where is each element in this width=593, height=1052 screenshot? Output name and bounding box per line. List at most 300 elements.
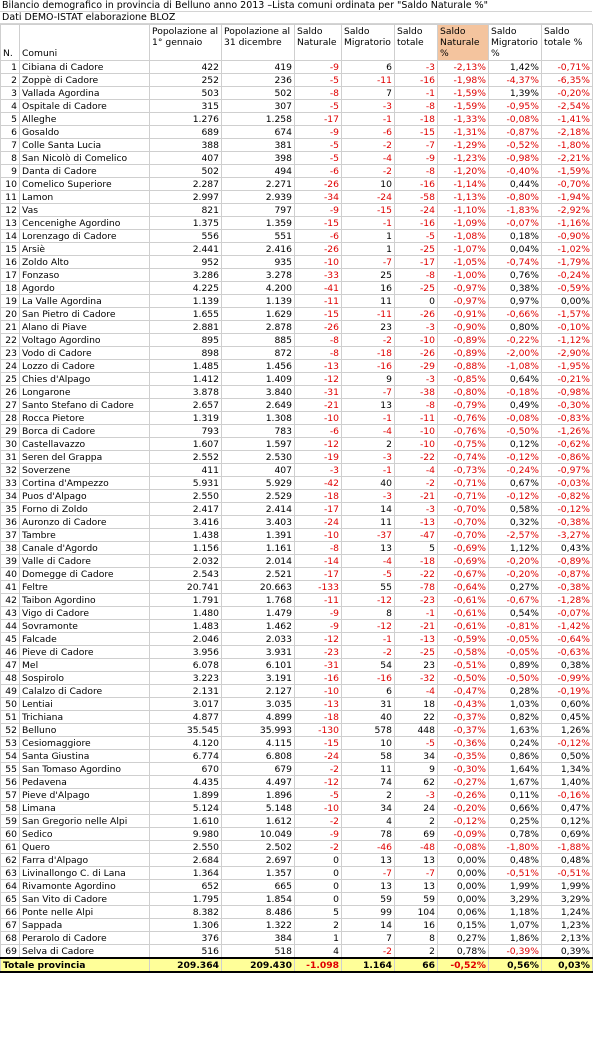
cell-index: 23	[1, 347, 20, 360]
cell-comune: Taibon Agordino	[20, 594, 150, 607]
cell-saldo-migratorio: 10	[342, 178, 395, 191]
cell-pop-start: 9.980	[150, 828, 222, 841]
cell-comune: Danta di Cadore	[20, 165, 150, 178]
table-row	[1, 100, 593, 113]
cell-saldo-totale-pct: -2,18%	[542, 126, 593, 139]
cell-pop-start: 35.545	[150, 724, 222, 737]
table-row	[1, 932, 593, 945]
cell-pop-end: 2.416	[222, 243, 295, 256]
cell-pop-end: 4.899	[222, 711, 295, 724]
table-body	[1, 61, 593, 959]
cell-saldo-naturale-pct: -0,97%	[438, 282, 489, 295]
cell-pop-end: 2.521	[222, 568, 295, 581]
cell-pop-end: 502	[222, 87, 295, 100]
cell-index: 43	[1, 607, 20, 620]
cell-comune: Gosaldo	[20, 126, 150, 139]
cell-saldo-totale: -58	[395, 191, 438, 204]
table-row	[1, 139, 593, 152]
cell-pop-end: 1.359	[222, 217, 295, 230]
cell-pop-end: 935	[222, 256, 295, 269]
cell-comune: Vigo di Cadore	[20, 607, 150, 620]
cell-saldo-totale-pct: -0,86%	[542, 451, 593, 464]
cell-pop-start: 2.046	[150, 633, 222, 646]
table-row	[1, 347, 593, 360]
cell-saldo-migratorio: 6	[342, 61, 395, 74]
cell-saldo-naturale: -11	[295, 594, 342, 607]
table-row	[1, 633, 593, 646]
table-row	[1, 217, 593, 230]
cell-saldo-naturale: -41	[295, 282, 342, 295]
cell-saldo-migratorio-pct: 1,12%	[489, 542, 542, 555]
cell-saldo-naturale: -9	[295, 620, 342, 633]
cell-saldo-totale: -5	[395, 230, 438, 243]
table-row	[1, 685, 593, 698]
cell-saldo-naturale-pct: -0,37%	[438, 711, 489, 724]
cell-pop-start: 1.438	[150, 529, 222, 542]
table-row	[1, 893, 593, 906]
cell-saldo-migratorio-pct: -0,80%	[489, 191, 542, 204]
cell-saldo-migratorio-pct: -0,12%	[489, 490, 542, 503]
cell-saldo-totale-pct: -2,92%	[542, 204, 593, 217]
cell-saldo-totale: -32	[395, 672, 438, 685]
table-row	[1, 230, 593, 243]
cell-saldo-naturale: -18	[295, 490, 342, 503]
cell-pop-end: 4.497	[222, 776, 295, 789]
cell-index: 22	[1, 334, 20, 347]
cell-saldo-migratorio: -2	[342, 646, 395, 659]
cell-saldo-naturale: -13	[295, 360, 342, 373]
cell-saldo-totale: 8	[395, 932, 438, 945]
cell-saldo-totale: 22	[395, 711, 438, 724]
cell-pop-end: 2.502	[222, 841, 295, 854]
cell-saldo-totale: -23	[395, 594, 438, 607]
cell-comune: Cencenighe Agordino	[20, 217, 150, 230]
table-row	[1, 503, 593, 516]
cell-pop-end: 665	[222, 880, 295, 893]
cell-comune: Comelico Superiore	[20, 178, 150, 191]
cell-saldo-migratorio-pct: 0,44%	[489, 178, 542, 191]
cell-pop-start: 2.657	[150, 399, 222, 412]
col-header-saldo-migratorio-pct: Saldo Migratorio %	[489, 25, 542, 61]
cell-index: 30	[1, 438, 20, 451]
cell-pop-end: 797	[222, 204, 295, 217]
table-row	[1, 789, 593, 802]
cell-pop-start: 1.791	[150, 594, 222, 607]
cell-saldo-totale: -1	[395, 87, 438, 100]
cell-saldo-migratorio: 2	[342, 438, 395, 451]
cell-comune: Fonzaso	[20, 269, 150, 282]
cell-comune: Voltago Agordino	[20, 334, 150, 347]
cell-saldo-naturale: -17	[295, 568, 342, 581]
table-row	[1, 308, 593, 321]
cell-index: 35	[1, 503, 20, 516]
cell-index: 7	[1, 139, 20, 152]
cell-pop-end: 2.649	[222, 399, 295, 412]
cell-pop-start: 1.480	[150, 607, 222, 620]
cell-comune: Domegge di Cadore	[20, 568, 150, 581]
cell-index: 17	[1, 269, 20, 282]
cell-saldo-naturale-pct: -0,89%	[438, 334, 489, 347]
cell-saldo-migratorio-pct: -0,22%	[489, 334, 542, 347]
cell-saldo-totale: -11	[395, 412, 438, 425]
cell-comune: Pieve di Cadore	[20, 646, 150, 659]
cell-comune: Agordo	[20, 282, 150, 295]
cell-index: 65	[1, 893, 20, 906]
cell-saldo-migratorio: 40	[342, 477, 395, 490]
cell-pop-start: 2.417	[150, 503, 222, 516]
cell-comune: Livinallongo C. di Lana	[20, 867, 150, 880]
cell-saldo-migratorio: -1	[342, 464, 395, 477]
table-row	[1, 594, 593, 607]
cell-comune: Castellavazzo	[20, 438, 150, 451]
cell-saldo-naturale-pct: -0,30%	[438, 763, 489, 776]
cell-saldo-migratorio-pct: -0,67%	[489, 594, 542, 607]
cell-saldo-naturale-pct: -2,13%	[438, 61, 489, 74]
col-header-saldo-migratorio: Saldo Migratorio	[342, 25, 395, 61]
cell-saldo-migratorio-pct: 0,18%	[489, 230, 542, 243]
cell-saldo-naturale: -5	[295, 139, 342, 152]
cell-saldo-migratorio: 16	[342, 282, 395, 295]
cell-saldo-migratorio-pct: 0,97%	[489, 295, 542, 308]
cell-saldo-migratorio-pct: 0,82%	[489, 711, 542, 724]
cell-saldo-migratorio-pct: -0,20%	[489, 555, 542, 568]
cell-saldo-totale: -18	[395, 555, 438, 568]
cell-saldo-migratorio: -16	[342, 360, 395, 373]
cell-pop-end: 1.768	[222, 594, 295, 607]
cell-saldo-naturale-pct: -1,05%	[438, 256, 489, 269]
cell-saldo-naturale-pct: 0,00%	[438, 854, 489, 867]
cell-pop-start: 516	[150, 945, 222, 959]
table-row	[1, 516, 593, 529]
cell-saldo-totale: 0	[395, 295, 438, 308]
cell-pop-start: 1.655	[150, 308, 222, 321]
cell-index: 38	[1, 542, 20, 555]
table-row	[1, 399, 593, 412]
table-row	[1, 737, 593, 750]
cell-saldo-naturale: -5	[295, 100, 342, 113]
cell-pop-start: 6.774	[150, 750, 222, 763]
total-saldo-totale: 66	[395, 958, 438, 972]
cell-index: 55	[1, 763, 20, 776]
cell-index: 26	[1, 386, 20, 399]
cell-saldo-totale: -26	[395, 308, 438, 321]
cell-saldo-totale: -4	[395, 685, 438, 698]
cell-saldo-naturale-pct: -0,90%	[438, 321, 489, 334]
cell-saldo-migratorio: 99	[342, 906, 395, 919]
cell-pop-start: 952	[150, 256, 222, 269]
cell-saldo-totale-pct: -1,28%	[542, 594, 593, 607]
cell-saldo-totale-pct: -0,62%	[542, 438, 593, 451]
cell-saldo-migratorio: -24	[342, 191, 395, 204]
cell-saldo-totale: -47	[395, 529, 438, 542]
cell-saldo-migratorio: -7	[342, 386, 395, 399]
cell-saldo-totale-pct: 0,00%	[542, 295, 593, 308]
cell-saldo-totale: 104	[395, 906, 438, 919]
cell-saldo-migratorio-pct: 1,86%	[489, 932, 542, 945]
cell-saldo-totale-pct: -1,16%	[542, 217, 593, 230]
cell-comune: Arsiè	[20, 243, 150, 256]
table-row	[1, 542, 593, 555]
cell-saldo-naturale-pct: -0,89%	[438, 347, 489, 360]
cell-saldo-naturale: -9	[295, 126, 342, 139]
cell-index: 59	[1, 815, 20, 828]
cell-index: 56	[1, 776, 20, 789]
cell-comune: San Gregorio nelle Alpi	[20, 815, 150, 828]
col-header-comuni: Comuni	[20, 25, 150, 61]
cell-comune: Calalzo di Cadore	[20, 685, 150, 698]
table-row	[1, 750, 593, 763]
cell-saldo-naturale-pct: -0,59%	[438, 633, 489, 646]
cell-pop-end: 1.139	[222, 295, 295, 308]
cell-saldo-naturale: -12	[295, 776, 342, 789]
cell-saldo-totale: 9	[395, 763, 438, 776]
cell-saldo-naturale-pct: -1,59%	[438, 87, 489, 100]
cell-saldo-totale: -7	[395, 139, 438, 152]
cell-pop-start: 2.550	[150, 841, 222, 854]
cell-pop-end: 2.127	[222, 685, 295, 698]
cell-saldo-migratorio-pct: 1,64%	[489, 763, 542, 776]
cell-saldo-totale: -3	[395, 61, 438, 74]
cell-comune: Falcade	[20, 633, 150, 646]
cell-pop-end: 1.409	[222, 373, 295, 386]
cell-index: 68	[1, 932, 20, 945]
cell-comune: Canale d'Agordo	[20, 542, 150, 555]
cell-saldo-naturale: -18	[295, 711, 342, 724]
cell-index: 41	[1, 581, 20, 594]
cell-pop-start: 3.223	[150, 672, 222, 685]
cell-saldo-totale: -48	[395, 841, 438, 854]
cell-pop-end: 3.278	[222, 269, 295, 282]
table-row	[1, 490, 593, 503]
cell-saldo-naturale: 0	[295, 867, 342, 880]
cell-saldo-migratorio-pct: 1,39%	[489, 87, 542, 100]
cell-comune: Borca di Cadore	[20, 425, 150, 438]
cell-pop-end: 1.629	[222, 308, 295, 321]
cell-saldo-totale-pct: 1,99%	[542, 880, 593, 893]
cell-saldo-migratorio: -4	[342, 555, 395, 568]
cell-saldo-migratorio: -15	[342, 204, 395, 217]
cell-saldo-migratorio-pct: 0,80%	[489, 321, 542, 334]
cell-saldo-naturale: -15	[295, 308, 342, 321]
cell-saldo-migratorio: 14	[342, 503, 395, 516]
cell-saldo-naturale-pct: -1,23%	[438, 152, 489, 165]
cell-pop-start: 1.276	[150, 113, 222, 126]
cell-pop-end: 307	[222, 100, 295, 113]
cell-saldo-naturale-pct: -0,69%	[438, 555, 489, 568]
cell-saldo-totale-pct: -0,70%	[542, 178, 593, 191]
cell-comune: Perarolo di Cadore	[20, 932, 150, 945]
cell-saldo-migratorio: -11	[342, 308, 395, 321]
cell-pop-end: 1.456	[222, 360, 295, 373]
cell-saldo-migratorio: 4	[342, 815, 395, 828]
cell-saldo-migratorio: -2	[342, 139, 395, 152]
cell-saldo-migratorio-pct: 0,67%	[489, 477, 542, 490]
cell-pop-start: 556	[150, 230, 222, 243]
cell-comune: Alano di Piave	[20, 321, 150, 334]
cell-saldo-totale-pct: 0,50%	[542, 750, 593, 763]
cell-pop-start: 422	[150, 61, 222, 74]
cell-saldo-totale: -3	[395, 503, 438, 516]
cell-saldo-totale-pct: 1,24%	[542, 906, 593, 919]
cell-pop-start: 3.017	[150, 698, 222, 711]
cell-saldo-migratorio: 1	[342, 230, 395, 243]
cell-saldo-totale-pct: -0,63%	[542, 646, 593, 659]
cell-comune: Lozzo di Cadore	[20, 360, 150, 373]
cell-comune: Selva di Cadore	[20, 945, 150, 959]
cell-saldo-naturale: -19	[295, 451, 342, 464]
cell-pop-end: 384	[222, 932, 295, 945]
table-row	[1, 919, 593, 932]
cell-saldo-naturale-pct: -0,76%	[438, 412, 489, 425]
cell-pop-end: 1.357	[222, 867, 295, 880]
cell-comune: Seren del Grappa	[20, 451, 150, 464]
cell-index: 12	[1, 204, 20, 217]
cell-saldo-naturale-pct: 0,00%	[438, 880, 489, 893]
cell-pop-start: 1.375	[150, 217, 222, 230]
col-header-pop-start: Popolazione al 1° gennaio	[150, 25, 222, 61]
cell-pop-end: 4.115	[222, 737, 295, 750]
cell-pop-start: 1.139	[150, 295, 222, 308]
cell-pop-start: 895	[150, 334, 222, 347]
cell-saldo-totale-pct: -0,21%	[542, 373, 593, 386]
total-saldo-naturale: -1.098	[295, 958, 342, 972]
cell-index: 11	[1, 191, 20, 204]
cell-saldo-totale: -3	[395, 789, 438, 802]
cell-pop-end: 1.597	[222, 438, 295, 451]
cell-saldo-totale-pct: 1,23%	[542, 919, 593, 932]
cell-pop-start: 2.441	[150, 243, 222, 256]
cell-pop-start: 252	[150, 74, 222, 87]
cell-index: 18	[1, 282, 20, 295]
cell-saldo-migratorio: 578	[342, 724, 395, 737]
total-pop-end: 209.430	[222, 958, 295, 972]
cell-saldo-naturale: -33	[295, 269, 342, 282]
cell-saldo-totale-pct: -0,19%	[542, 685, 593, 698]
cell-pop-end: 2.033	[222, 633, 295, 646]
table-row	[1, 945, 593, 959]
cell-saldo-totale-pct: 2,13%	[542, 932, 593, 945]
cell-pop-start: 2.131	[150, 685, 222, 698]
cell-saldo-migratorio-pct: -1,83%	[489, 204, 542, 217]
cell-saldo-migratorio: -3	[342, 490, 395, 503]
total-saldo-migratorio: 1.164	[342, 958, 395, 972]
cell-saldo-naturale: -24	[295, 516, 342, 529]
cell-pop-end: 2.271	[222, 178, 295, 191]
cell-saldo-totale-pct: -0,98%	[542, 386, 593, 399]
table-row	[1, 672, 593, 685]
cell-saldo-naturale: -15	[295, 217, 342, 230]
cell-comune: Rivamonte Agordino	[20, 880, 150, 893]
cell-saldo-totale-pct: 3,29%	[542, 893, 593, 906]
cell-saldo-naturale: -26	[295, 178, 342, 191]
cell-saldo-migratorio: -2	[342, 165, 395, 178]
cell-pop-start: 503	[150, 87, 222, 100]
cell-saldo-migratorio-pct: 0,58%	[489, 503, 542, 516]
cell-saldo-naturale-pct: 0,27%	[438, 932, 489, 945]
cell-saldo-migratorio: 23	[342, 321, 395, 334]
table-row	[1, 74, 593, 87]
cell-pop-end: 6.808	[222, 750, 295, 763]
cell-pop-end: 885	[222, 334, 295, 347]
cell-comune: Alleghe	[20, 113, 150, 126]
cell-comune: Auronzo di Cadore	[20, 516, 150, 529]
cell-saldo-totale: -29	[395, 360, 438, 373]
cell-saldo-totale: -21	[395, 620, 438, 633]
table-row	[1, 204, 593, 217]
cell-pop-start: 1.607	[150, 438, 222, 451]
table-row	[1, 477, 593, 490]
table-row	[1, 126, 593, 139]
table-row	[1, 841, 593, 854]
cell-saldo-migratorio: -1	[342, 412, 395, 425]
cell-saldo-totale: -13	[395, 516, 438, 529]
cell-saldo-naturale-pct: -0,26%	[438, 789, 489, 802]
cell-comune: Cortina d'Ampezzo	[20, 477, 150, 490]
cell-saldo-migratorio-pct: 0,89%	[489, 659, 542, 672]
cell-comune: Cesiomaggiore	[20, 737, 150, 750]
cell-saldo-totale-pct: 1,40%	[542, 776, 593, 789]
cell-saldo-migratorio: 13	[342, 880, 395, 893]
cell-pop-end: 4.200	[222, 282, 295, 295]
cell-saldo-migratorio: -1	[342, 217, 395, 230]
cell-saldo-migratorio-pct: -0,08%	[489, 113, 542, 126]
table-row	[1, 711, 593, 724]
cell-saldo-naturale-pct: -0,79%	[438, 399, 489, 412]
cell-saldo-naturale: -8	[295, 334, 342, 347]
cell-saldo-migratorio: -4	[342, 425, 395, 438]
table-row	[1, 620, 593, 633]
cell-saldo-migratorio: -3	[342, 451, 395, 464]
cell-saldo-totale-pct: -0,12%	[542, 503, 593, 516]
cell-saldo-totale-pct: -0,10%	[542, 321, 593, 334]
cell-saldo-totale: -7	[395, 867, 438, 880]
cell-saldo-naturale-pct: -0,64%	[438, 581, 489, 594]
cell-saldo-migratorio-pct: -2,00%	[489, 347, 542, 360]
table-row	[1, 906, 593, 919]
col-header-pop-end: Popolazione al 31 dicembre	[222, 25, 295, 61]
cell-saldo-naturale-pct: -0,69%	[438, 542, 489, 555]
cell-saldo-totale: 13	[395, 880, 438, 893]
total-label: Totale provincia	[1, 958, 150, 972]
cell-saldo-migratorio: 78	[342, 828, 395, 841]
table-row	[1, 412, 593, 425]
cell-saldo-totale: 62	[395, 776, 438, 789]
cell-saldo-totale: -38	[395, 386, 438, 399]
cell-saldo-totale-pct: -0,89%	[542, 555, 593, 568]
cell-index: 6	[1, 126, 20, 139]
cell-saldo-naturale: -11	[295, 295, 342, 308]
cell-saldo-migratorio: -12	[342, 594, 395, 607]
table-row	[1, 334, 593, 347]
cell-saldo-migratorio-pct: -0,05%	[489, 633, 542, 646]
cell-saldo-migratorio: -16	[342, 672, 395, 685]
cell-saldo-totale-pct: -0,38%	[542, 581, 593, 594]
cell-saldo-totale: 448	[395, 724, 438, 737]
cell-saldo-migratorio: -6	[342, 126, 395, 139]
cell-saldo-totale-pct: -0,16%	[542, 789, 593, 802]
cell-saldo-migratorio-pct: 0,86%	[489, 750, 542, 763]
cell-saldo-migratorio-pct: 1,99%	[489, 880, 542, 893]
cell-saldo-migratorio: 13	[342, 854, 395, 867]
cell-pop-start: 407	[150, 152, 222, 165]
cell-saldo-naturale-pct: -0,70%	[438, 516, 489, 529]
cell-saldo-migratorio-pct: 0,28%	[489, 685, 542, 698]
cell-saldo-totale-pct: -0,59%	[542, 282, 593, 295]
cell-saldo-naturale: -10	[295, 802, 342, 815]
cell-index: 34	[1, 490, 20, 503]
cell-saldo-naturale-pct: -1,98%	[438, 74, 489, 87]
cell-saldo-totale-pct: -6,35%	[542, 74, 593, 87]
